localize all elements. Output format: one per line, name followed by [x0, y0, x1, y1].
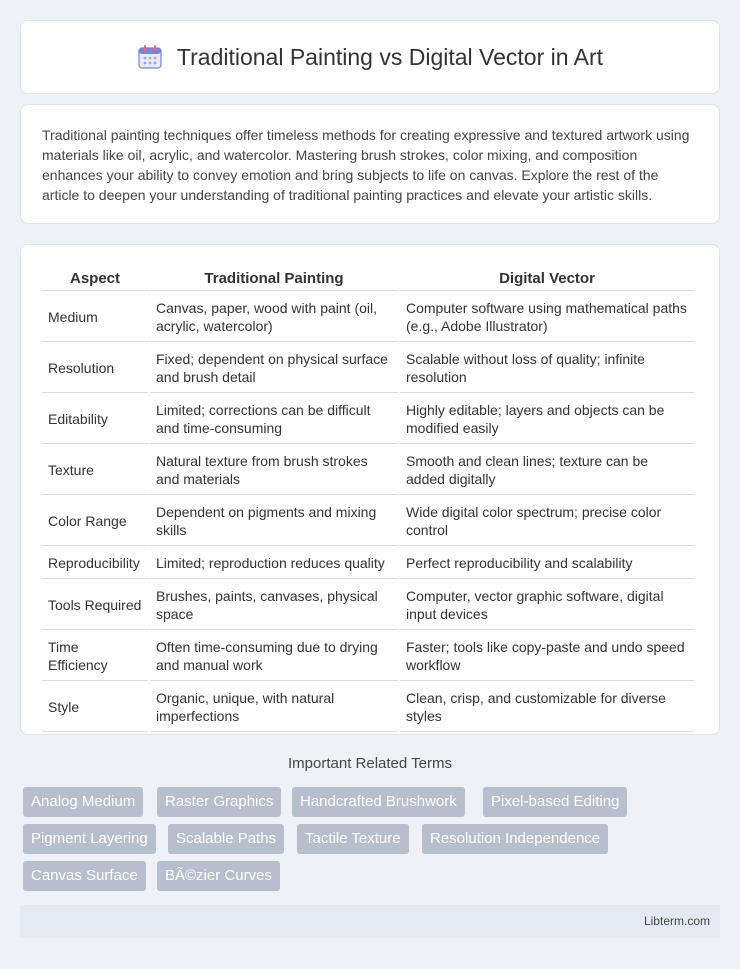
table-row: [42, 632, 694, 681]
table-header-row: [42, 267, 694, 291]
footer: [20, 905, 720, 938]
cell-traditional: Natural texture from brush strokes and materials: [150, 446, 398, 495]
cell-digital: Faster; tools like copy-paste and undo speed workflow: [400, 632, 694, 681]
tag-handcrafted-brushwork[interactable]: Handcrafted Brushwork: [292, 787, 465, 817]
tag-resolution-independence[interactable]: Resolution Independence: [422, 824, 608, 854]
header-aspect: Aspect: [42, 267, 148, 291]
cell-traditional: Brushes, paints, canvases, physical space: [150, 581, 398, 630]
cell-aspect: Reproducibility: [42, 548, 148, 579]
tag-pixel-based-editing[interactable]: Pixel-based Editing: [483, 787, 627, 817]
cell-aspect: Texture: [42, 446, 148, 495]
intro-card: [20, 104, 720, 224]
table-row: [42, 344, 694, 393]
table-row: [42, 446, 694, 495]
table-row: [42, 395, 694, 444]
page-title: Traditional Painting vs Digital Vector in Art: [176, 43, 604, 70]
cell-digital: Wide digital color spectrum; precise color control: [400, 497, 694, 546]
related-terms-title: Important Related Terms: [288, 755, 452, 772]
cell-aspect: Medium: [42, 293, 148, 342]
cell-traditional: Often time-consuming due to drying and manual work: [150, 632, 398, 681]
tag-pigment-layering[interactable]: Pigment Layering: [23, 824, 156, 854]
cell-aspect: Color Range: [42, 497, 148, 546]
cell-traditional: Dependent on pigments and mixing skills: [150, 497, 398, 546]
cell-traditional: Limited; corrections can be difficult and time-consuming: [150, 395, 398, 444]
header-traditional: Traditional Painting: [150, 267, 398, 291]
cell-digital: Smooth and clean lines; texture can be added digitally: [400, 446, 694, 495]
comparison-table-card: [20, 244, 720, 735]
cell-digital: Computer software using mathematical paths (e.g., Adobe Illustrator): [400, 293, 694, 342]
tag-raster-graphics[interactable]: Raster Graphics: [157, 787, 281, 817]
cell-digital: Highly editable; layers and objects can be modified easily: [400, 395, 694, 444]
table-row: [42, 683, 694, 732]
footer-link[interactable]: Libterm.com: [643, 914, 710, 928]
cell-traditional: Canvas, paper, wood with paint (oil, acrylic, watercolor): [150, 293, 398, 342]
header-card: [20, 20, 720, 94]
cell-aspect: Editability: [42, 395, 148, 444]
intro-text: Traditional painting techniques offer timeless methods for creating expressive and textured artwork using materials like oil, acrylic, and watercolor. Mastering brush strokes, color mixing, and composition enhances your ability to convey emotion and bring subjects to life on canvas. Explore the rest of the article to deepen your understanding of traditional painting practices and elevate your artistic skills.: [42, 127, 690, 203]
cell-aspect: Time Efficiency: [42, 632, 148, 681]
cell-digital: Scalable without loss of quality; infinite resolution: [400, 344, 694, 393]
tag-bezier-curves[interactable]: BÃ©zier Curves: [157, 861, 280, 891]
header-digital: Digital Vector: [400, 267, 694, 291]
cell-aspect: Style: [42, 683, 148, 732]
cell-aspect: Tools Required: [42, 581, 148, 630]
tag-scalable-paths[interactable]: Scalable Paths: [168, 824, 284, 854]
tag-tactile-texture[interactable]: Tactile Texture: [297, 824, 409, 854]
comparison-table: [40, 265, 696, 734]
tag-canvas-surface[interactable]: Canvas Surface: [23, 861, 146, 891]
tag-analog-medium[interactable]: Analog Medium: [23, 787, 143, 817]
cell-traditional: Organic, unique, with natural imperfections: [150, 683, 398, 732]
table-row: [42, 497, 694, 546]
cell-traditional: Limited; reproduction reduces quality: [150, 548, 398, 579]
cell-traditional: Fixed; dependent on physical surface and brush detail: [150, 344, 398, 393]
cell-digital: Perfect reproducibility and scalability: [400, 548, 694, 579]
cell-digital: Computer, vector graphic software, digital input devices: [400, 581, 694, 630]
calendar-icon: [137, 44, 163, 70]
cell-digital: Clean, crisp, and customizable for diverse styles: [400, 683, 694, 732]
cell-aspect: Resolution: [42, 344, 148, 393]
table-row: [42, 548, 694, 579]
table-row: [42, 581, 694, 630]
table-row: [42, 293, 694, 342]
